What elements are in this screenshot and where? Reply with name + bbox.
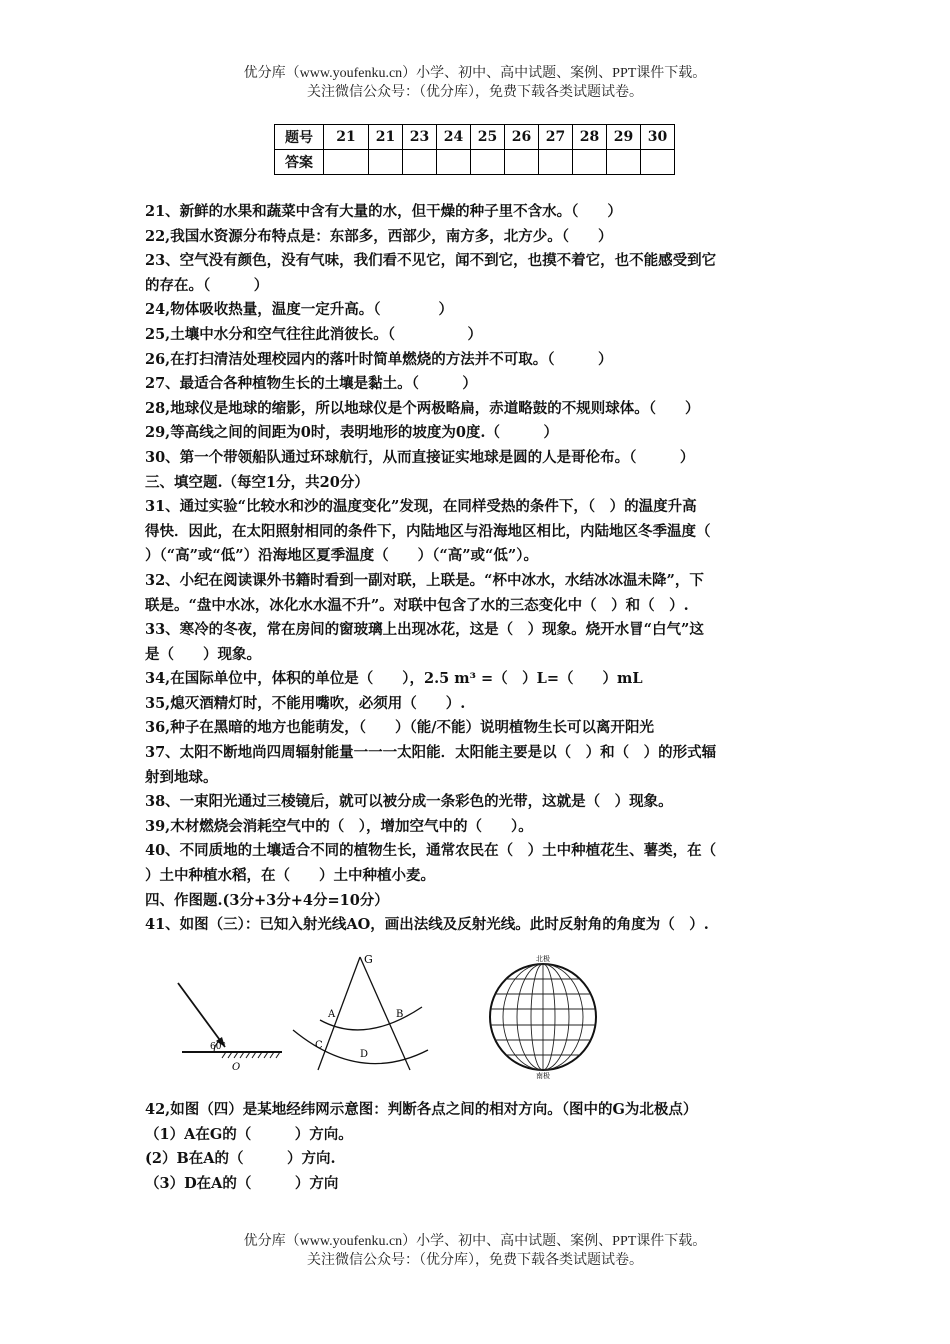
table-cell-number: 29 <box>607 125 641 150</box>
point-label: B <box>396 1009 404 1020</box>
question-line: （3）D在A的（ ）方向 <box>145 1174 339 1192</box>
question-line: 的存在。（ ） <box>145 276 269 294</box>
table-cell-number: 27 <box>539 125 573 150</box>
page-footer <box>0 1232 950 1270</box>
table-cell-answer[interactable] <box>471 150 505 175</box>
question-line: 37、太阳不断地尚四周辐射能量一一一太阳能．太阳能主要是以（ ）和（ ）的形式辐 <box>145 744 717 762</box>
table-cell-answer[interactable] <box>324 150 369 175</box>
section-heading: 三、填空题.（每空1分，共20分） <box>145 473 369 491</box>
figure-diagrams <box>170 945 640 1085</box>
question-line: 射到地球。 <box>145 768 218 786</box>
meridian-left <box>318 957 360 1070</box>
question-line: 21、新鲜的水果和蔬菜中含有大量的水，但干燥的种子里不含水。（ ） <box>145 203 622 220</box>
globe-bottom-label: 南极 <box>536 1072 550 1080</box>
header-line-2: 关注微信公众号：（优分库），免费下载各类试题试卷。 <box>307 85 643 100</box>
header-line-1: 优分库（www.youfenku.cn）小学、初中、高中试题、案例、PPT课件下载。 <box>243 66 707 81</box>
table-cell-number: 21 <box>324 125 369 150</box>
reflection-figure <box>178 983 282 1073</box>
question-line: 40、不同质地的土壤适合不同的植物生长，通常农民在（ ）土中种植花生、薯类，在（ <box>145 842 717 860</box>
table-label-answer: 答案 <box>275 150 324 175</box>
table-cell-answer[interactable] <box>641 150 675 175</box>
question-line: 26,在打扫清洁处理校园内的落叶时简单燃烧的方法并不可取。（ ） <box>145 350 613 368</box>
table-cell-answer[interactable] <box>573 150 607 175</box>
question-line: (2）B在A的（ ）方向. <box>145 1150 336 1168</box>
question-line: 32、小纪在阅读课外书籍时看到一副对联，上联是。“杯中冰水，水结冰冰温未降”，下 <box>145 571 704 589</box>
incident-ray <box>178 983 225 1047</box>
answer-table <box>274 124 675 175</box>
question-line: ）（“高”或“低”）沿海地区夏季温度（ ）（“高”或“低”）。 <box>145 547 538 565</box>
question-line: 22,我国水资源分布特点是：东部多，西部少，南方多，北方少。（ ） <box>145 227 613 245</box>
question-line: 39,木材燃烧会消耗空气中的（ ），增加空气中的（ ）。 <box>145 817 533 835</box>
table-cell-number: 28 <box>573 125 607 150</box>
answer-table-row-numbers <box>275 125 675 150</box>
question-line: 24,物体吸收热量，温度一定升高。（ ） <box>145 301 453 319</box>
table-cell-answer[interactable] <box>403 150 437 175</box>
answer-table-row-answers <box>275 150 675 175</box>
question-line: 34,在国际单位中，体积的单位是（ ），2.5 m³ =（ ）L=（ ）mL <box>145 670 643 688</box>
point-label: A <box>328 1009 336 1020</box>
table-cell-number: 23 <box>403 125 437 150</box>
question-line: 27、最适合各种植物生长的土壤是黏土。（ ） <box>145 375 477 393</box>
question-line: 42,如图（四）是某地经纬网示意图：判断各点之间的相对方向。（图中的G为北极点） <box>145 1101 698 1118</box>
globe-top-label: 北极 <box>536 955 550 963</box>
table-cell-answer[interactable] <box>607 150 641 175</box>
question-42 <box>145 1098 810 1196</box>
footer-line-1: 优分库（www.youfenku.cn）小学、初中、高中试题、案例、PPT课件下载。 <box>243 1234 707 1249</box>
table-cell-number: 24 <box>437 125 471 150</box>
figures <box>170 945 640 1089</box>
angle-label: 60° <box>210 1042 226 1052</box>
question-line: （1）A在G的（ ）方向。 <box>145 1125 353 1143</box>
table-cell-answer[interactable] <box>539 150 573 175</box>
question-line: 是（ ）现象。 <box>145 645 261 663</box>
grid-figure <box>293 953 428 1070</box>
footer-line-2: 关注微信公众号：（优分库），免费下载各类试题试卷。 <box>307 1253 643 1268</box>
section-heading: 四、作图题.(3分+3分+4分=10分） <box>145 891 389 909</box>
question-line: 联是。“盘中水冰，冰化水水温不升”。对联中包含了水的三态变化中（ ）和（ ）. <box>145 596 689 614</box>
question-line: ）土中种植水稻，在（ ）土中种植小麦。 <box>145 867 435 885</box>
table-cell-answer[interactable] <box>505 150 539 175</box>
question-line: 35,熄灭酒精灯时，不能用嘴吹，必须用（ ）. <box>145 694 466 712</box>
point-label: G <box>364 953 373 966</box>
table-cell-answer[interactable] <box>437 150 471 175</box>
question-line: 33、寒冷的冬夜，常在房间的窗玻璃上出现冰花，这是（ ）现象。烧开水冒“白气”这 <box>145 621 704 639</box>
table-cell-number: 26 <box>505 125 539 150</box>
globe-meridians <box>503 964 583 1070</box>
question-line: 38、一束阳光通过三棱镜后，就可以被分成一条彩色的光带，这就是（ ）现象。 <box>145 793 673 811</box>
table-cell-number: 30 <box>641 125 675 150</box>
latitude-arc-upper <box>320 1007 422 1030</box>
table-cell-number: 21 <box>369 125 403 150</box>
page-header <box>0 64 950 102</box>
question-body <box>145 200 810 938</box>
question-line: 23、空气没有颜色，没有气味，我们看不见它，闻不到它，也摸不着它，也不能感受到它 <box>145 252 717 270</box>
question-line: 36,种子在黑暗的地方也能萌发，（ ）（能/不能）说明植物生长可以离开阳光 <box>145 719 655 737</box>
point-o-label: O <box>232 1062 241 1073</box>
question-line: 28,地球仪是地球的缩影，所以地球仪是个两极略扁，赤道略鼓的不规则球体。（ ） <box>145 399 700 417</box>
globe-figure <box>490 954 596 1080</box>
table-label-question-no: 题号 <box>275 125 324 150</box>
table-cell-number: 25 <box>471 125 505 150</box>
table-cell-answer[interactable] <box>369 150 403 175</box>
question-line: 25,土壤中水分和空气往往此消彼长。（ ） <box>145 325 482 343</box>
question-line: 30、第一个带领船队通过环球航行，从而直接证实地球是圆的人是哥伦布。（ ） <box>145 448 695 466</box>
question-line: 29,等高线之间的间距为0时，表明地形的坡度为0度.（ ） <box>145 424 558 442</box>
point-label: D <box>360 1049 369 1060</box>
point-label: C <box>315 1040 323 1051</box>
question-line: 得快．因此，在太阳照射相同的条件下，内陆地区与沿海地区相比，内陆地区冬季温度（ <box>145 522 711 540</box>
question-line: 41、如图（三）：已知入射光线AO，画出法线及反射光线。此时反射角的角度为（ ）. <box>145 916 709 934</box>
question-line: 31、通过实验“比较水和沙的温度变化”发现，在同样受热的条件下，（ ）的温度升高 <box>145 498 697 516</box>
